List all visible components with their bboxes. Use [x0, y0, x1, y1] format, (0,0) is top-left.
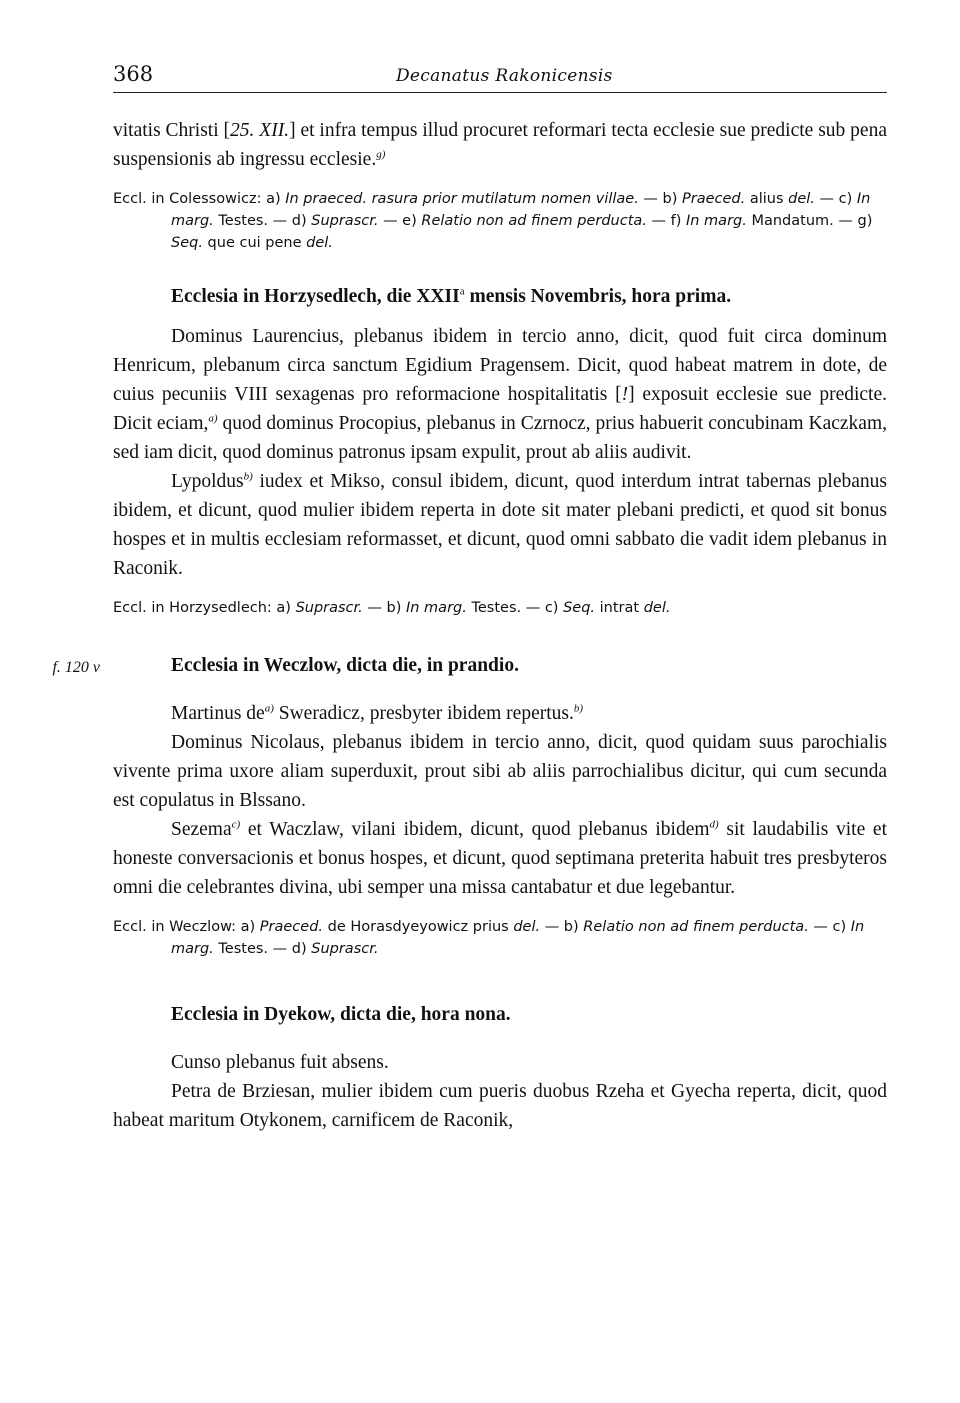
- note-a: a): [266, 191, 286, 207]
- section-weczlow: [52, 655, 887, 677]
- note-a-word: de Horasdyeyowicz prius: [323, 919, 514, 935]
- note-a: a): [240, 919, 260, 935]
- paragraph-lypoldus: [113, 467, 887, 583]
- note-a: a): [276, 600, 296, 616]
- apparatus-notes-horzysedlech: [113, 597, 887, 619]
- note-b: — b): [362, 600, 406, 616]
- intro-paragraph: [113, 116, 887, 174]
- note-c: — c): [814, 191, 857, 207]
- paragraph-text: Sezema: [171, 819, 232, 840]
- footnote-ref: g): [376, 148, 386, 161]
- note-a-text: Suprascr.: [295, 600, 363, 616]
- paragraph-text-rest: sit laudabilis vite et honeste conversacionis et bonus hospes, et dicunt, quod septimana preterita habuit tres presbyteros omni die celebrantes divina, ubi semper una missa cantabatur et due legebantur.: [113, 819, 887, 898]
- note-f-text: In marg.: [685, 213, 747, 229]
- footnote-ref: b): [243, 470, 253, 483]
- editorial-mark: !: [621, 384, 629, 405]
- paragraph-text-rest: quod dominus Procopius, plebanus in Czrnocz, prius habuerit concubinam Kaczkam, sed iam dicit, quod dominus patronus ipsam expulit, prout ab aliis audivit.: [113, 413, 887, 463]
- page-header: [113, 62, 887, 93]
- note-e-text: Relatio non ad finem perducta.: [421, 213, 647, 229]
- paragraph-text-mid: et Waczlaw, vilani ibidem, dicunt, quod plebanus ibidem: [240, 819, 710, 840]
- running-title: Decanatus Rakonicensis: [396, 66, 613, 86]
- note-c-text: Seq.: [563, 600, 596, 616]
- section-heading-horzysedlech: [113, 286, 887, 308]
- note-b-word: alius: [745, 191, 789, 207]
- section-heading-dyekow: Ecclesia in Dyekow, dicta die, hora nona.: [171, 1004, 511, 1025]
- note-lead: Eccl. in Colessowicz:: [113, 191, 267, 207]
- paragraph-text: Martinus de: [171, 703, 265, 724]
- footnote-ref: d): [709, 818, 719, 831]
- note-c-word: Testes.: [213, 941, 269, 957]
- paragraph-martinus: [113, 699, 887, 728]
- footnote-ref: c): [231, 818, 241, 831]
- note-c: — c): [521, 600, 564, 616]
- note-d-text: Suprascr.: [311, 213, 379, 229]
- note-lead: Eccl. in Weczlow:: [113, 919, 241, 935]
- note-c-text: In marg.: [171, 191, 871, 229]
- intro-text-rest: ] et infra tempus illud procuret reformari tecta ecclesie sue predicte sub pena suspensionis ab ingressu ecclesie.: [113, 120, 887, 170]
- page-number: 368: [113, 62, 154, 86]
- footnote-ref: a): [208, 412, 218, 425]
- note-c-del: del.: [643, 600, 671, 616]
- heading-superscript: a: [459, 285, 465, 298]
- main-content: [52, 116, 887, 1135]
- heading-text: Ecclesia in Horzysedlech, die XXII: [171, 286, 460, 307]
- note-d-text: Suprascr.: [311, 941, 379, 957]
- paragraph-text: Lypoldus: [171, 471, 244, 492]
- note-f-word: Mandatum.: [746, 213, 834, 229]
- folio-marker: f. 120 v: [52, 659, 100, 676]
- paragraph-text: Dominus Laurencius, plebanus ibidem in tercio anno, dicit, quod fuit circa dominum Henricum, plebanum circa sanctum Egidium Pragensem. Dicit, quod habeat matrem in dote, de cuius pecuniis VIII sexagenas pro reformacione hospitalitatis [: [113, 326, 887, 405]
- footnote-ref: b): [573, 702, 584, 715]
- paragraph-nicolaus: Dominus Nicolaus, plebanus ibidem in tercio anno, dicit, quod quidam suus parochialis vivente prima uxore aliam superduxit, prout sibi ab aliis parrochialibus dicitur, qui cum secunda est copulatus in Blssano.: [113, 732, 887, 811]
- paragraph-sezema: [113, 815, 887, 902]
- note-b: — b): [638, 191, 683, 207]
- paragraph-text-mid: ] exposuit ecclesie sue predicte. Dicit eciam,: [113, 384, 887, 434]
- note-c: — c): [808, 919, 851, 935]
- apparatus-notes-colessowicz: [113, 188, 887, 254]
- note-g-del: del.: [306, 235, 333, 251]
- paragraph-laurencius: [113, 322, 887, 467]
- note-e: — e): [378, 213, 422, 229]
- note-g-text: Seq.: [171, 235, 203, 251]
- note-b: — b): [540, 919, 584, 935]
- section-heading-weczlow: Ecclesia in Weczlow, dicta die, in prandio.: [171, 655, 519, 676]
- note-a-text: In praeced. rasura prior mutilatum nomen villae.: [285, 191, 639, 207]
- note-lead: Eccl. in Horzysedlech:: [113, 600, 277, 616]
- note-g-word: que cui pene: [202, 235, 307, 251]
- note-c-word: intrat: [595, 600, 644, 616]
- heading-text-rest: mensis Novembris, hora prima.: [464, 286, 732, 307]
- intro-text: vitatis Christi [: [113, 120, 231, 141]
- note-c-word: Testes.: [213, 213, 269, 229]
- note-d: — d): [268, 213, 312, 229]
- apparatus-notes-weczlow: [113, 916, 887, 960]
- footnote-ref: a): [264, 702, 274, 715]
- note-b-text: Praeced.: [682, 191, 746, 207]
- note-a-text: Praeced.: [259, 919, 324, 935]
- note-b-text: Relatio non ad finem perducta.: [583, 919, 809, 935]
- intro-date: 25. XII.: [230, 120, 290, 141]
- note-d: — d): [268, 941, 312, 957]
- paragraph-petra: Petra de Brziesan, mulier ibidem cum pueris duobus Rzeha et Gyecha reperta, dicit, quod habeat maritum Otykonem, carnificem de Raconik,: [113, 1081, 887, 1131]
- note-c-text: In marg.: [171, 919, 865, 957]
- note-b-word: Testes.: [466, 600, 522, 616]
- note-g: — g): [833, 213, 873, 229]
- note-b-del: del.: [788, 191, 815, 207]
- paragraph-text-mid: Sweradicz, presbyter ibidem repertus.: [273, 703, 574, 724]
- paragraph-cunso: Cunso plebanus fuit absens.: [171, 1052, 389, 1073]
- note-f: — f): [646, 213, 686, 229]
- note-b-text: In marg.: [405, 600, 467, 616]
- note-a-del: del.: [513, 919, 541, 935]
- paragraph-text-rest: iudex et Mikso, consul ibidem, dicunt, quod interdum intrat tabernas plebanus ibidem, et dicunt, quod mulier ibidem reperta in dote sit mater plebani predicti, et quod sit bonus hospes et in multis ecclesiam reformasset, et dicunt, quod omni sabbato die vadit idem plebanus in Raconik.: [113, 471, 887, 579]
